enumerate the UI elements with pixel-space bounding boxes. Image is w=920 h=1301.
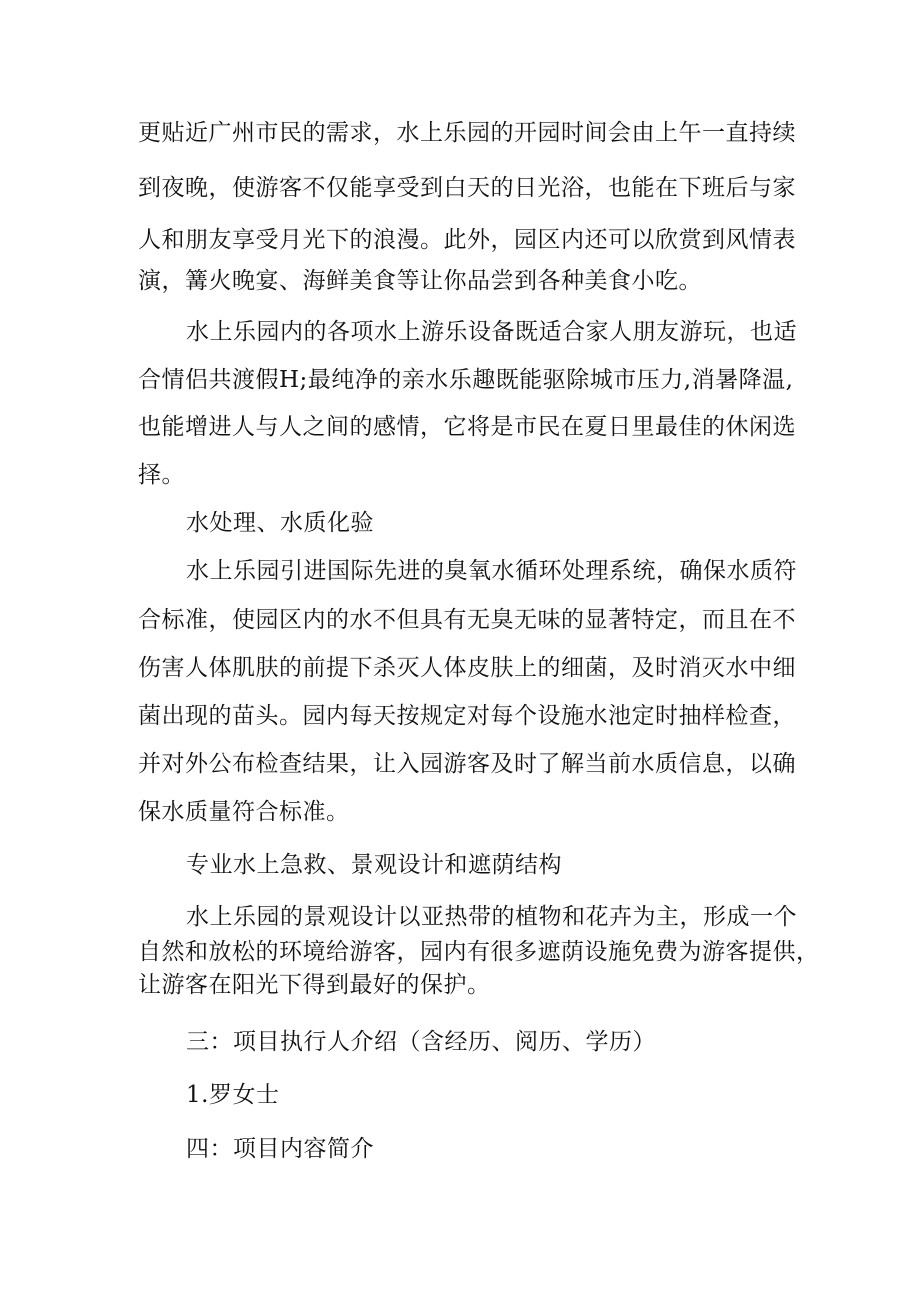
paragraph-line: 让游客在阳光下得到最好的保护。 <box>138 972 491 998</box>
section-heading: 四：项目内容简介 <box>186 1136 374 1162</box>
section-heading: 水处理、水质化验 <box>186 510 374 536</box>
paragraph-line: 水上乐园内的各项水上游乐设备既适合家人朋友游玩，也适 <box>186 319 797 345</box>
paragraph-line: 到夜晚，使游客不仅能享受到白天的日光浴，也能在下班后与家 <box>138 175 796 201</box>
paragraph-line: 伤害人体肌肤的前提下杀灭人体皮肤上的细菌，及时消灭水中细 <box>138 655 796 681</box>
paragraph-line: 并对外公布检查结果，让入园游客及时了解当前水质信息，以确 <box>138 751 796 777</box>
paragraph-line: 菌出现的苗头。园内每天按规定对每个设施水池定时抽样检查， <box>138 703 796 729</box>
paragraph-line: 水上乐园的景观设计以亚热带的植物和花卉为主，形成一个 <box>186 904 797 930</box>
paragraph-line: 自然和放松的环境给游客，园内有很多遮荫设施免费为游客提供， <box>138 939 820 965</box>
paragraph-line: 演，篝火晚宴、海鲜美食等让你品尝到各种美食小吃。 <box>138 268 702 294</box>
paragraph-line: 更贴近广州市民的需求，水上乐园的开园时间会由上午一直持续 <box>138 120 796 146</box>
paragraph-line: 择。 <box>138 462 185 488</box>
paragraph-line: 水上乐园引进国际先进的臭氧水循环处理系统，确保水质符 <box>186 558 797 584</box>
section-heading: 专业水上急救、景观设计和遮荫结构 <box>186 852 562 878</box>
paragraph-line: 也能增进人与人之间的感情，它将是市民在夏日里最佳的休闲选 <box>138 414 796 440</box>
list-item: 1.罗女士 <box>186 1082 280 1108</box>
paragraph-line: 合情侣共渡假H;最纯净的亲水乐趣既能驱除城市压力,消暑降温, <box>138 367 794 393</box>
paragraph-line: 合标准，使园区内的水不但具有无臭无味的显著特定，而且在不 <box>138 607 796 633</box>
section-heading: 三：项目执行人介绍（含经历、阅历、学历） <box>186 1029 656 1055</box>
paragraph-line: 保水质量符合标准。 <box>138 799 350 825</box>
paragraph-line: 人和朋友享受月光下的浪漫。此外，园区内还可以欣赏到风情表 <box>138 227 796 253</box>
